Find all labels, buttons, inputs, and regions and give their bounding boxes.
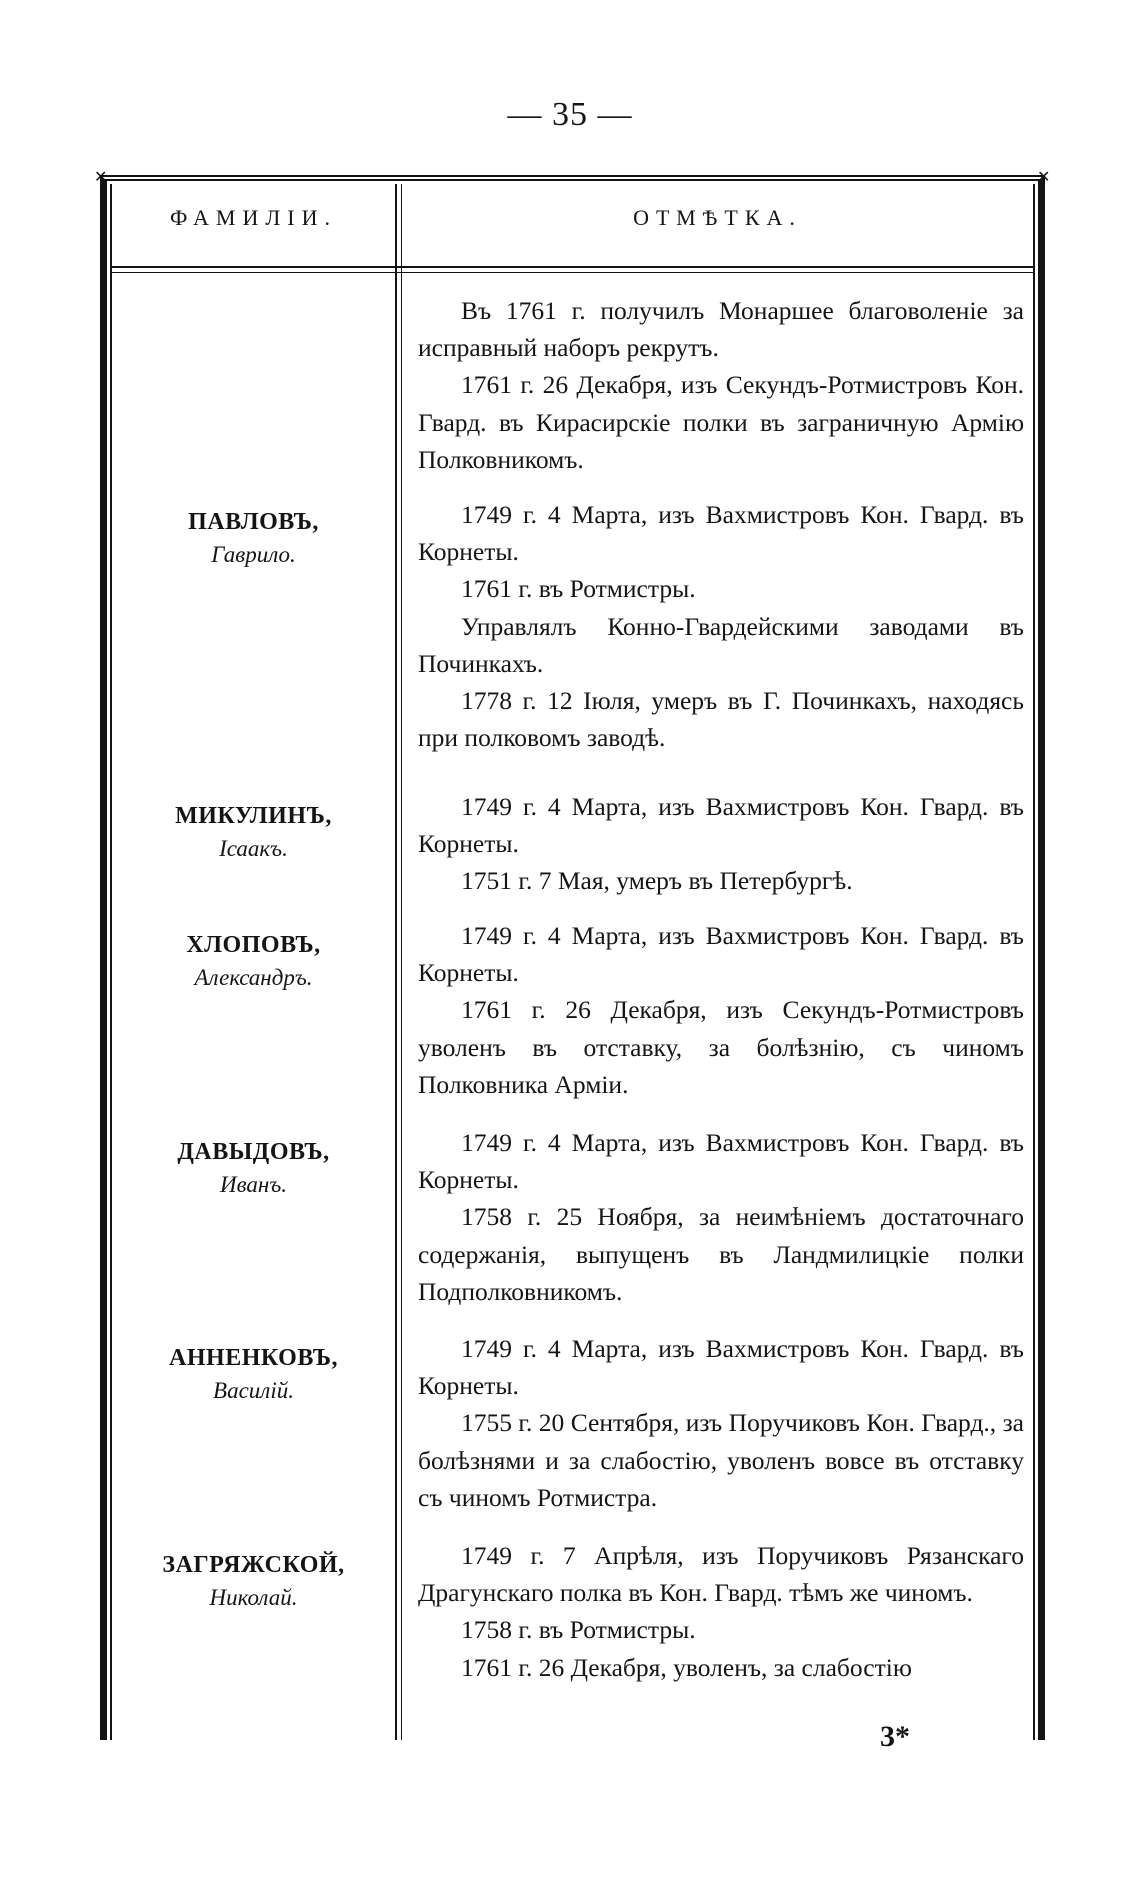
entry-name	[112, 803, 395, 862]
entry-notes	[418, 1330, 1024, 1516]
note-paragraph: 1758 г. 25 Ноября, за неимѣніемъ достаточнаго содержанія, выпущенъ въ Ландмилицкіе полки Подполковникомъ.	[418, 1202, 1024, 1306]
signature-mark: 3*	[880, 1720, 910, 1753]
note-paragraph: 1749 г. 7 Апрѣля, изъ Поручиковъ Рязанскаго Драгунскаго полка въ Кон. Гвард. тѣмъ же чиномъ.	[418, 1541, 1024, 1608]
note-paragraph: 1761 г. 26 Декабря, уволенъ, за слабостію	[461, 1652, 912, 1682]
firstname: Александръ.	[194, 965, 313, 990]
surname: МИКУЛИНЪ,	[175, 803, 332, 829]
corner-ornament-right-icon: ✕	[1037, 169, 1051, 186]
corner-ornament-left-icon: ✕	[94, 169, 108, 186]
firstname: Иванъ.	[219, 1172, 288, 1197]
firstname: Василій.	[213, 1378, 294, 1403]
surname: ЗАГРЯЖСКОЙ,	[162, 1552, 345, 1578]
note-paragraph: 1749 г. 4 Марта, изъ Вахмистровъ Кон. Гвард. въ Корнеты.	[418, 500, 1024, 567]
note-paragraph: 1749 г. 4 Марта, изъ Вахмистровъ Кон. Гвард. въ Корнеты.	[418, 1128, 1024, 1195]
note-paragraph: 1751 г. 7 Мая, умеръ въ Петербургѣ.	[461, 866, 853, 896]
column-header-names: ФАМИЛІИ.	[170, 205, 337, 230]
entry-name	[112, 932, 395, 991]
surname: ДАВЫДОВЪ,	[177, 1139, 330, 1165]
entry-name	[112, 1552, 395, 1611]
entry-notes	[418, 1537, 1024, 1686]
entry-notes	[418, 496, 1024, 756]
firstname: Николай.	[209, 1585, 298, 1610]
note-paragraph: 1761 г. 26 Декабря, изъ Секундъ-Ротмистровъ Кон. Гвард. въ Кирасирскіе полки въ заграничную Армію Полковникомъ.	[418, 370, 1024, 474]
note-paragraph: 1758 г. въ Ротмистры.	[461, 1615, 696, 1645]
firstname: Ісаакъ.	[219, 836, 288, 861]
frame-inner-right-rule	[1033, 184, 1035, 1740]
header-rule	[112, 266, 1033, 268]
note-paragraph: Управлялъ Конно-Гвардейскими заводами въ Починкахъ.	[418, 611, 1024, 678]
header-rule-thin	[112, 272, 1033, 273]
note-paragraph: 1749 г. 4 Марта, изъ Вахмистровъ Кон. Гвард. въ Корнеты.	[418, 1334, 1024, 1401]
note-paragraph: 1749 г. 4 Марта, изъ Вахмистровъ Кон. Гвард. въ Корнеты.	[418, 792, 1024, 859]
surname: ХЛОПОВЪ,	[186, 932, 321, 958]
entry-name	[112, 1345, 395, 1404]
note-paragraph: Въ 1761 г. получилъ Монаршее благоволеніе за исправный наборъ рекрутъ.	[418, 296, 1024, 363]
entry-notes	[418, 1124, 1024, 1310]
firstname: Гаврило.	[211, 542, 296, 567]
note-paragraph: 1749 г. 4 Марта, изъ Вахмистровъ Кон. Гвард. въ Корнеты.	[418, 921, 1024, 988]
note-paragraph: 1761 г. въ Ротмистры.	[461, 574, 696, 604]
note-paragraph: 1755 г. 20 Сентября, изъ Поручиковъ Кон. Гвард., за болѣзнями и за слабостію, уволенъ вовсе въ отставку съ чиномъ Ротмистра.	[418, 1408, 1024, 1512]
entry-notes	[418, 292, 1024, 478]
column-divider	[395, 184, 397, 1740]
column-header-notes: ОТМѢТКА.	[633, 205, 802, 230]
entry-notes	[418, 917, 1024, 1103]
entry-name	[112, 1139, 395, 1198]
note-paragraph: 1761 г. 26 Декабря, изъ Секундъ-Ротмистровъ уволенъ въ отставку, за болѣзнію, съ чиномъ Полковника Арміи.	[418, 995, 1024, 1099]
surname: ПАВЛОВЪ,	[188, 509, 319, 535]
page-number: — 35 —	[507, 96, 633, 133]
entry-notes	[418, 788, 1024, 900]
entry-name	[112, 509, 395, 568]
note-paragraph: 1778 г. 12 Іюля, умеръ въ Г. Починкахъ, находясь при полковомъ заводѣ.	[418, 686, 1024, 753]
column-divider-thin	[401, 184, 402, 1740]
surname: АННЕНКОВЪ,	[169, 1345, 338, 1371]
